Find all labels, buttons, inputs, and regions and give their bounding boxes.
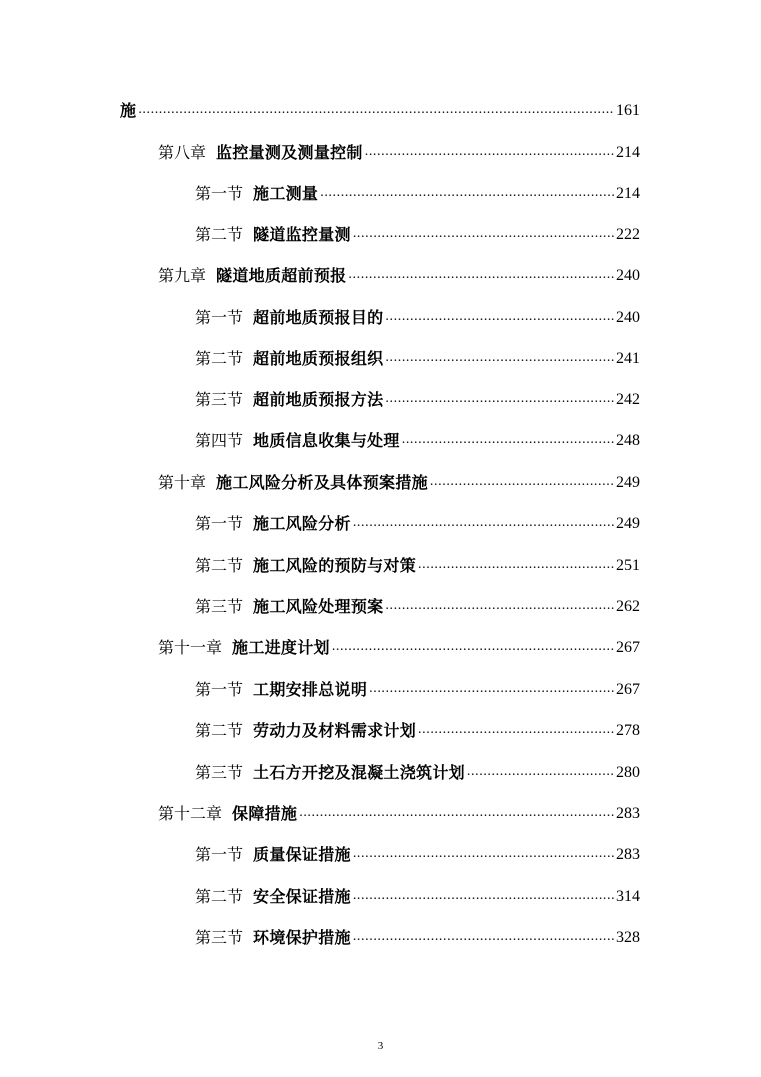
toc-entry-label [195,349,383,369]
toc-entry-title: 超前地质预报组织 [253,349,384,368]
toc-entry-label [195,928,351,948]
toc-entry-section[interactable] [195,427,640,451]
toc-entry-number: 第二节 [195,349,244,368]
toc-entry-page: 283 [616,846,640,863]
toc-leader-dots [320,185,614,201]
toc-entry-number: 第十二章 [158,804,223,823]
toc-entry-page: 240 [616,267,640,284]
toc-entry-page: 222 [616,226,640,243]
toc-leader-dots [353,929,614,945]
toc-entry-label [195,556,416,576]
toc-entry-section[interactable] [195,345,640,369]
toc-entry-label [195,721,416,741]
toc-entry-label [195,845,351,865]
toc-leader-dots [365,144,614,160]
toc-entry-page: 251 [616,557,640,574]
toc-entry-number: 第十一章 [158,638,223,657]
toc-leader-dots [385,391,614,407]
toc-entry-label [195,680,367,700]
toc-leader-dots [332,639,614,655]
toc-entry-page: 214 [616,144,640,161]
toc-entry-title: 质量保证措施 [253,845,351,864]
toc-entry-title: 超前地质预报目的 [253,308,384,327]
toc-entry-section[interactable] [195,593,640,617]
toc-leader-dots [299,805,614,821]
toc-entry-chapter[interactable] [158,634,640,658]
toc-leader-dots [467,764,614,780]
toc-entry-page: 249 [616,474,640,491]
toc-entry-page: 278 [616,722,640,739]
toc-leader-dots [369,681,614,697]
toc-entry-page: 262 [616,598,640,615]
toc-leader-dots [385,309,614,325]
toc-entry-number: 第一节 [195,184,244,203]
toc-entry-number: 第三节 [195,597,244,616]
toc-entry-label [120,101,136,121]
toc-entry-label [195,763,465,783]
toc-entry-title: 环境保护措施 [253,928,351,947]
toc-entry-page: 280 [616,764,640,781]
toc-leader-dots [385,598,614,614]
toc-entry-title: 隧道地质超前预报 [216,266,347,285]
toc-entry-label [158,638,330,658]
toc-entry-chapter[interactable] [158,262,640,286]
toc-entry-section[interactable] [195,180,640,204]
toc-entry-page: 241 [616,350,640,367]
toc-entry-page: 240 [616,309,640,326]
toc-entry-chapter[interactable] [158,800,640,824]
toc-entry-section[interactable] [195,717,640,741]
toc-entry-number: 第三节 [195,763,244,782]
toc-entry-title: 施工风险处理预案 [253,597,384,616]
toc-entry-label [195,184,318,204]
toc-entry-section[interactable] [195,759,640,783]
toc-entry-page: 267 [616,681,640,698]
toc-entry-page: 283 [616,805,640,822]
toc-leader-dots [353,515,614,531]
toc-entry-chapter[interactable] [158,469,640,493]
toc-entry-title: 施工风险分析及具体预案措施 [216,473,428,492]
toc-leader-dots [348,267,614,283]
toc-entry-title: 土石方开挖及混凝土浇筑计划 [253,763,465,782]
toc-entry-page: 161 [616,102,640,119]
toc-entry-label [158,473,428,493]
toc-entry-page: 267 [616,639,640,656]
toc-entry-label [158,804,297,824]
toc-entry-section[interactable] [195,386,640,410]
toc-entry-section[interactable] [195,304,640,328]
toc-entry-number: 第一节 [195,514,244,533]
toc-entry-section[interactable] [195,924,640,948]
toc-entry-number: 第一节 [195,680,244,699]
toc-leader-dots [418,557,614,573]
toc-entry-number: 第四节 [195,431,244,450]
toc-entry-page: 242 [616,391,640,408]
toc-entry-label [195,225,351,245]
toc-entry-section[interactable] [195,841,640,865]
toc-entry-section[interactable] [195,883,640,907]
toc-entry-title: 超前地质预报方法 [253,390,384,409]
toc-entry-number: 第一节 [195,845,244,864]
toc-entry-title: 施工进度计划 [232,638,330,657]
page-number: 3 [377,1040,384,1052]
toc-entry-page: 248 [616,432,640,449]
toc-entry-title: 劳动力及材料需求计划 [253,721,417,740]
toc-entry-page: 328 [616,929,640,946]
toc-entry-label [195,514,351,534]
toc-entry-label [195,431,400,451]
toc-entry-page: 249 [616,515,640,532]
toc-entry-number: 第一节 [195,308,244,327]
toc-entry-section[interactable] [195,221,640,245]
toc-entry-number: 第二节 [195,225,244,244]
toc-leader-dots [385,350,614,366]
toc-entry-title: 工期安排总说明 [253,680,368,699]
toc-entry-page: 314 [616,888,640,905]
toc-entry-title: 施工风险的预防与对策 [253,556,417,575]
toc-leader-dots [418,722,614,738]
toc-entry-label [195,597,383,617]
toc-entry-title: 隧道监控量测 [253,225,351,244]
toc-leader-dots [430,474,614,490]
toc-entry-number: 第十章 [158,473,207,492]
toc-entry-number: 第三节 [195,928,244,947]
toc-leader-dots [353,846,614,862]
toc-entry-chapter[interactable] [158,139,640,163]
toc-entry-label [195,887,351,907]
toc-leader-dots [138,102,614,118]
toc-entry-number: 第二节 [195,721,244,740]
toc-entry-number: 第九章 [158,266,207,285]
toc-entry-label [195,390,383,410]
toc-entry-section[interactable] [195,510,640,534]
toc-entry-section[interactable] [195,552,640,576]
toc-leader-dots [353,888,614,904]
toc-entry-label [158,266,346,286]
toc-entry-title: 保障措施 [232,804,298,823]
toc-entry-label [195,308,383,328]
toc-entry-title: 地质信息收集与处理 [253,431,400,450]
toc-entry-title: 施 [120,101,137,120]
toc-entry-title: 监控量测及测量控制 [216,143,363,162]
toc-entry[interactable] [120,97,640,121]
toc-entry-number: 第二节 [195,887,244,906]
toc-entry-title: 施工测量 [253,184,319,203]
toc-entry-number: 第三节 [195,390,244,409]
toc-entry-page: 214 [616,185,640,202]
toc-entry-title: 安全保证措施 [253,887,351,906]
toc-leader-dots [402,432,614,448]
toc-leader-dots [353,226,614,242]
toc-entry-number: 第二节 [195,556,244,575]
toc-entry-label [158,143,363,163]
toc-entry-title: 施工风险分析 [253,514,351,533]
toc-entry-number: 第八章 [158,143,207,162]
toc-entry-section[interactable] [195,676,640,700]
